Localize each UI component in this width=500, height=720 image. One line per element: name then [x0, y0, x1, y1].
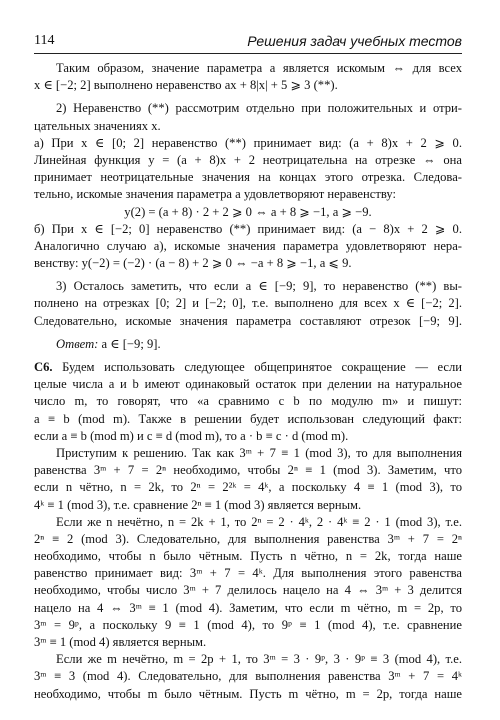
- text-line: число m, то говорят, что «a сравнимо с b по модулю m» и пишут:: [34, 394, 462, 409]
- answer-label: Ответ:: [56, 336, 99, 351]
- text-line: необходимо, чтобы число 3ᵐ + 7 делилось нацело на 4 ⇔ 3ᵐ + 3 делится: [34, 583, 462, 598]
- header-rule: [34, 53, 462, 54]
- text-line: 4ᵏ ≡ 1 (mod 3), т.е. сравнение 2ⁿ ≡ 1 (mod 3) является верным.: [34, 497, 362, 512]
- text-line: тельно, искомые значения параметра a удовлетворяют неравенству:: [34, 187, 397, 202]
- text-line: необходимо, чтобы m было чётным. Пусть m чётно, m = 2p, тогда наше: [34, 686, 462, 701]
- problem-label: С6.: [34, 360, 53, 374]
- text-line: 3) Осталось заметить, что если a ∈ [−9; 9], то неравенство (**) вы-: [56, 279, 462, 294]
- text-line: Если же n нечётно, n = 2k + 1, то 2ⁿ = 2 · 4ᵏ, 2 · 4ᵏ ≡ 2 · 1 (mod 3), т.е.: [56, 514, 462, 529]
- text-line: а) При x ∈ [0; 2] неравенство (**) принимает вид: (a + 8)x + 2 ⩾ 0.: [34, 135, 462, 150]
- text-line: Таким образом, значение параметра a является искомым ⇔ для всех: [56, 61, 462, 75]
- text-line: венству: y(−2) = (−2) · (a − 8) + 2 ⩾ 0 ⇔ −a + 8 ⩾ −1, a ⩽ 9.: [34, 256, 352, 271]
- text-line: если a ≡ b (mod m) и c ≡ d (mod m), то a · b ≡ c · d (mod m).: [34, 428, 349, 443]
- text-line: Следовательно, искомые значения параметра составляют отрезок [−9; 9].: [34, 313, 462, 328]
- text-line: x ∈ [−2; 2] выполнено неравенство ax + 8|x| + 5 ⩾ 3 (**).: [34, 78, 338, 93]
- text-line: равенства 3ᵐ + 7 = 2ⁿ необходимо, чтобы 2ⁿ ≡ 1 (mod 3). Заметим, что: [34, 463, 462, 478]
- text-line: Ответ: a ∈ [−9; 9].: [56, 336, 161, 351]
- text-line: полнено на отрезках [0; 2] и [−2; 0], т.е. выполнено для всех x ∈ [−2; 2].: [34, 296, 462, 311]
- text-line: Приступим к решению. Так как 3ᵐ + 7 ≡ 1 (mod 3), то для выполнения: [56, 445, 462, 460]
- text-line: если n чётно, n = 2k, то 2ⁿ = 2²ᵏ = 4ᵏ, а поскольку 4 ≡ 1 (mod 3), то: [34, 480, 462, 495]
- text-line: необходимо, чтобы n было чётным. Пусть n чётно, n = 2k, тогда наше: [34, 549, 462, 564]
- page-header: [34, 33, 462, 51]
- text-line: a ≡ b (mod m). Также в решении будет использован следующий факт:: [34, 411, 462, 426]
- text-line: 2) Неравенство (**) рассмотрим отдельно при положительных и отри-: [56, 101, 462, 116]
- page-body: [34, 60, 462, 703]
- text-line: 3ᵐ = 9ᵖ, а поскольку 9 ≡ 1 (mod 4), то 9ᵖ ≡ 1 (mod 4), т.е. сравнение: [34, 617, 462, 632]
- text-line: y(2) = (a + 8) · 2 + 2 ⩾ 0 ⇔ a + 8 ⩾ −1, a ⩾ −9.: [124, 204, 372, 219]
- running-title: Решения задач учебных тестов: [247, 33, 462, 49]
- text-line: нацело на 4 ⇔ 3ᵐ ≡ 1 (mod 4). Заметим, что если m чётно, m = 2p, то: [34, 600, 462, 615]
- text-line: 3ᵐ ≡ 1 (mod 4) является верным.: [34, 635, 207, 649]
- text-line: 3ᵐ ≡ 3 (mod 4). Следовательно, для выполнения равенства 3ᵐ + 7 = 4ᵏ: [34, 669, 462, 684]
- page-number: 114: [34, 33, 55, 48]
- text-line: цательных значениях x.: [34, 118, 161, 133]
- text-line: принимает неотрицательные значения на концах этого отрезка. Следова-: [34, 170, 462, 185]
- text-line: Линейная функция y = (a + 8)x + 2 неотрицательна на отрезке ⇔ она: [34, 152, 462, 167]
- text-line: б) При x ∈ [−2; 0] неравенство (**) принимает вид: (a − 8)x + 2 ⩾ 0.: [34, 221, 462, 236]
- text-line: целые числа a и b имеют одинаковый остаток при делении на натуральное: [34, 377, 462, 392]
- text-line: С6. Будем использовать следующее общепринятое сокращение — если: [34, 360, 462, 374]
- text-line: равенство принимает вид: 3ᵐ + 7 = 4ᵏ. Для выполнения этого равенства: [34, 566, 462, 581]
- text-line: Аналогично случаю а), искомые значения параметра удовлетворяют нера-: [34, 238, 462, 253]
- text-line: Если же m нечётно, m = 2p + 1, то 3ᵐ = 3 · 9ᵖ, 3 · 9ᵖ ≡ 3 (mod 4), т.е.: [56, 652, 462, 667]
- text-line: 2ⁿ ≡ 2 (mod 3). Следовательно, для выполнения равенства 3ᵐ + 7 = 2ⁿ: [34, 531, 462, 546]
